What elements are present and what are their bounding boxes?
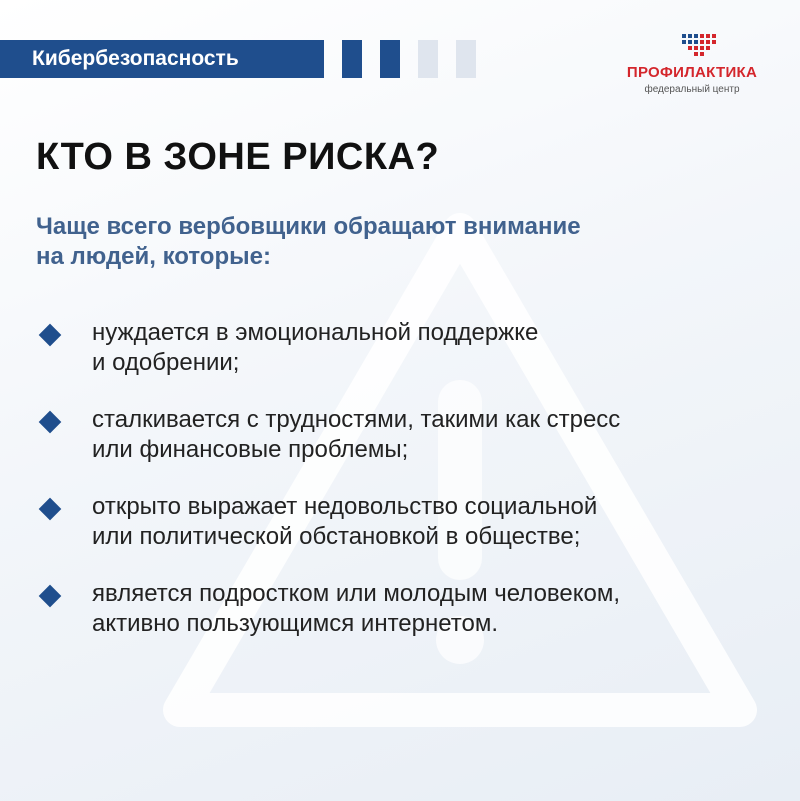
page-title: КТО В ЗОНЕ РИСКА? bbox=[36, 136, 440, 178]
decor-stripe bbox=[342, 40, 362, 78]
logo bbox=[612, 32, 772, 102]
diamond-bullet-icon bbox=[39, 411, 62, 434]
decor-stripe bbox=[456, 40, 476, 78]
list-item-text: сталкивается с трудностями, такими как стресс или финансовые проблемы; bbox=[92, 406, 621, 463]
list-item bbox=[36, 492, 776, 552]
list-item-text: является подростком или молодым человеком, активно пользующимся интернетом. bbox=[92, 580, 621, 637]
list-item bbox=[36, 318, 776, 378]
list-item bbox=[36, 405, 776, 465]
diamond-bullet-icon bbox=[39, 498, 62, 521]
logo-title: ПРОФИЛАКТИКА bbox=[626, 64, 758, 81]
risk-list bbox=[36, 318, 776, 666]
diamond-bullet-icon bbox=[39, 324, 62, 347]
section-label: Кибербезопасность bbox=[0, 40, 324, 78]
decor-stripe bbox=[380, 40, 400, 78]
list-item-text: нуждается в эмоциональной поддержке и одобрении; bbox=[92, 319, 539, 376]
logo-grid-icon bbox=[680, 32, 720, 60]
page-subtitle: Чаще всего вербовщики обращают внимание на людей, которые: bbox=[36, 213, 581, 270]
list-item-text: открыто выражает недовольство социальной или политической обстановкой в обществе; bbox=[92, 493, 598, 550]
decor-stripe bbox=[418, 40, 438, 78]
list-item bbox=[36, 579, 776, 639]
diamond-bullet-icon bbox=[39, 585, 62, 608]
logo-subtitle: федеральный центр bbox=[644, 84, 740, 95]
